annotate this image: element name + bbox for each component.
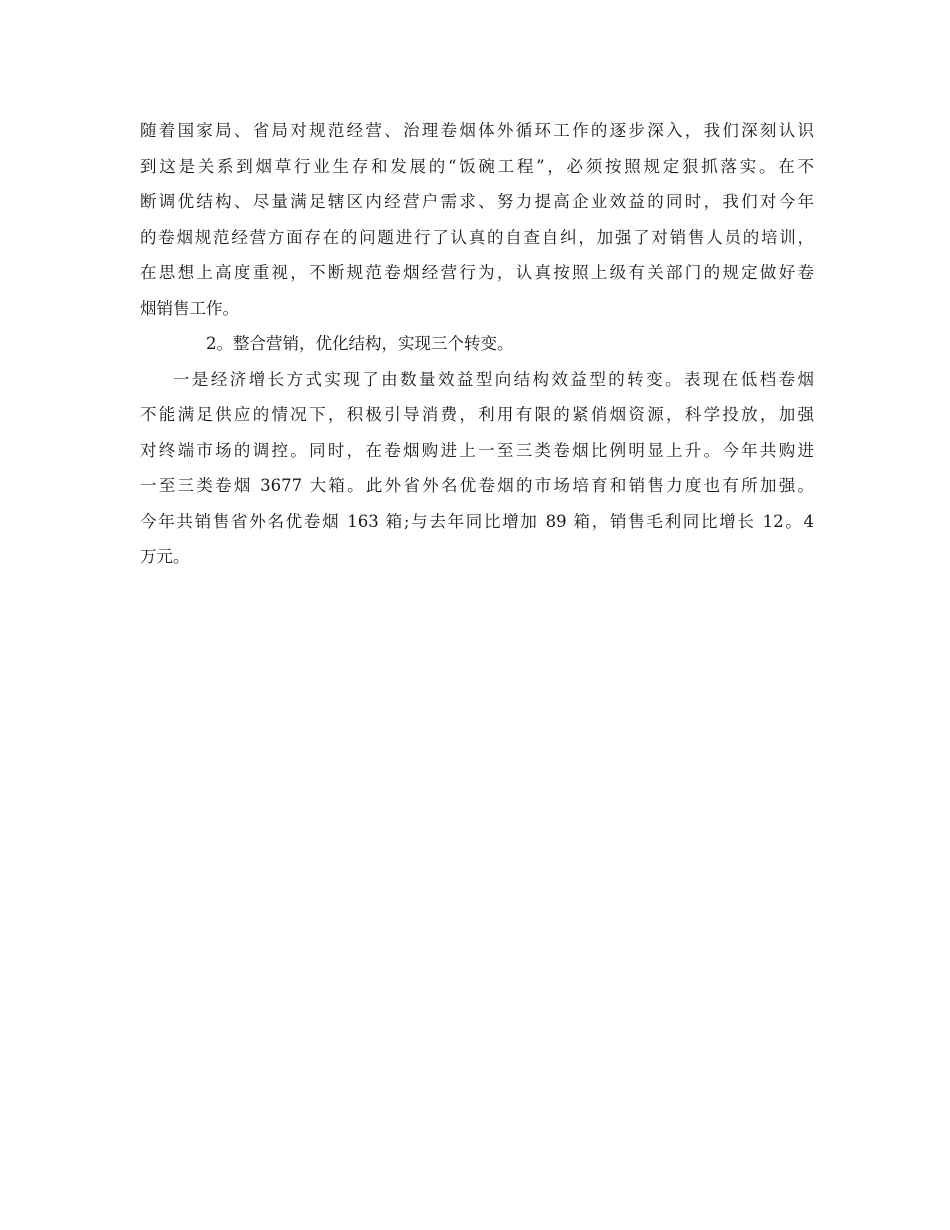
section-heading bbox=[140, 326, 814, 362]
text-line: 烟销售工作。 bbox=[140, 298, 239, 318]
text-line: 在思想上高度重视，不断规范卷烟经营行为，认真按照上级有关部门的规定做好卷 bbox=[140, 263, 814, 282]
text-line: 对终端市场的调控。同时，在卷烟购进上一至三类卷烟比例明显上升。今年共购进 bbox=[140, 440, 814, 460]
text-line: 一至三类卷烟 3677 大箱。此外省外名优卷烟的市场培育和销售力度也有所加强。 bbox=[140, 476, 814, 495]
text-line: 万元。 bbox=[140, 547, 190, 566]
text-line: 随着国家局、省局对规范经营、治理卷烟体外循环工作的逐步深入，我们深刻认识 bbox=[140, 121, 814, 140]
text-line: 今年共销售省外名优卷烟 163 箱;与去年同比增加 89 箱，销售毛利同比增长 12。4 bbox=[140, 511, 814, 531]
paragraph-growth bbox=[140, 362, 814, 575]
paragraph-regulation bbox=[140, 113, 814, 326]
heading-text: 2。整合营销，优化结构，实现三个转变。 bbox=[206, 334, 514, 353]
text-line: 一是经济增长方式实现了由数量效益型向结构效益型的转变。表现在低档卷烟 bbox=[173, 369, 814, 389]
text-line: 到这是关系到烟草行业生存和发展的“饭碗工程”，必须按照规定狠抓落实。在不 bbox=[140, 156, 814, 176]
text-line: 断调优结构、尽量满足辖区内经营户需求、努力提高企业效益的同时，我们对今年 bbox=[140, 192, 814, 211]
text-line: 的卷烟规范经营方面存在的问题进行了认真的自查自纠，加强了对销售人员的培训， bbox=[140, 227, 814, 247]
document-body bbox=[140, 113, 814, 575]
text-line: 不能满足供应的情况下，积极引导消费，利用有限的紧俏烟资源，科学投放，加强 bbox=[140, 405, 814, 424]
